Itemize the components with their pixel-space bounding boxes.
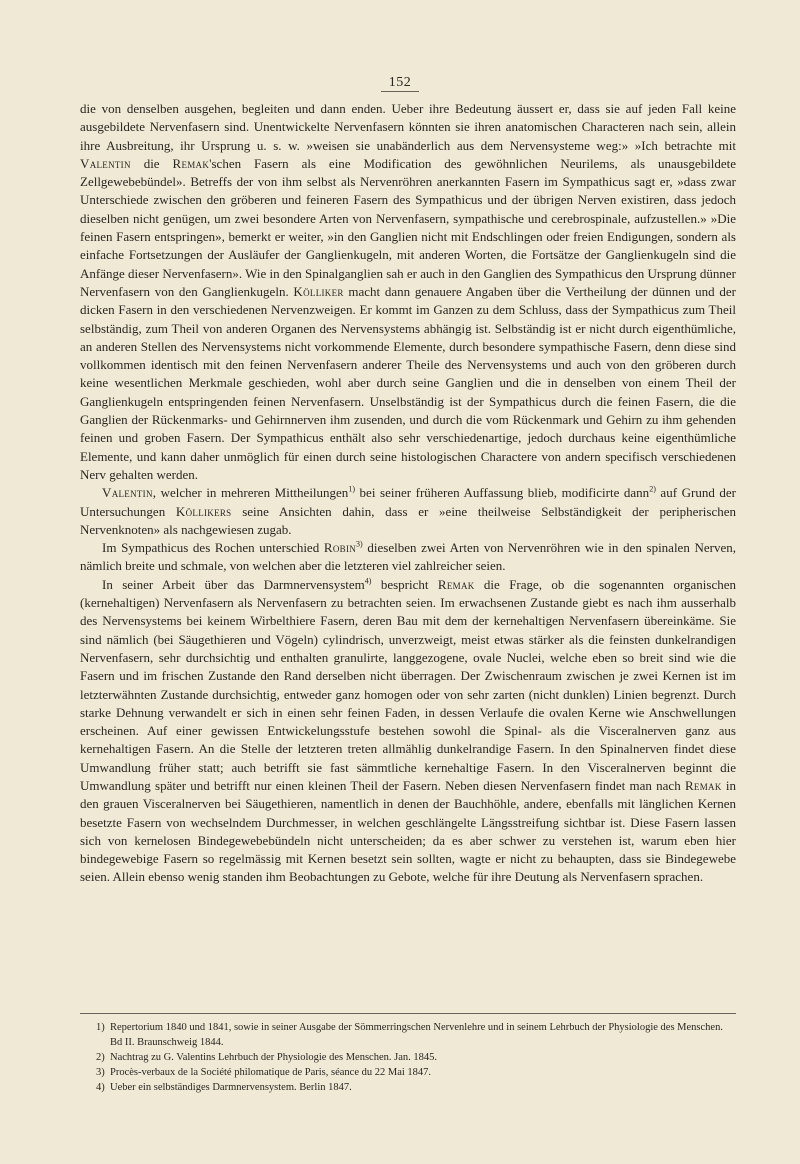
footnote-text: Procès-verbaux de la Société philomatique de Paris, séance du 22 Mai 1847. — [110, 1067, 432, 1078]
text-segment: die von denselben ausgehen, begleiten und dann enden. Ueber ihre Bedeutung äussert er, dass sie auf jeden Fall keine ausgebildete Nervenfasern sind. Unentwickelte Nervenfasern könnten sie ihren anatomischen Characteren nach sein, allein ihre Ausbreitung, ihr Ursprung u. s. w. »weisen sie unabänderlich aus dem Nervensysteme weg:» »Ich betrachte mit — [80, 101, 736, 153]
footnote-reference: 1) — [348, 484, 355, 494]
page-number: 152 — [0, 75, 800, 91]
text-segment: , welcher in mehreren Mittheilungen — [152, 485, 349, 501]
footnote — [96, 1050, 736, 1065]
author-name: Robin — [323, 540, 357, 556]
text-segment: Im Sympathicus des Rochen unterschied — [102, 540, 324, 556]
body-text — [80, 100, 736, 887]
footnote — [96, 1065, 736, 1080]
author-name: Köllikers — [175, 503, 232, 519]
paragraph — [80, 484, 736, 539]
text-segment: bespricht — [371, 576, 438, 592]
text-segment: in den grauen Visceralnerven bei Säugethieren, namentlich in denen der Bauchhöhle, andere, ebenfalls mit länglichen Kernen besetzte Fasern von wechselndem Durchmesser, in welchen geschlängelte Längsstreifung sichtbar ist. Diese Fasern lassen sich von kernelosen Bindegewebebündeln nicht unterscheiden; da es aber schwer zu verstehen ist, warum eben hier bindegewebige Fasern so regelmässig mit Kernen besetzt sein sollten, wagte er nicht zu behaupten, dass sie Bindegewebe seien. Allein ebenso wenig standen ihm Beobachtungen zu Gebote, welche für ihre Deutung als Nervenfasern sprachen. — [80, 777, 736, 885]
text-segment: seine Ansichten dahin, dass er »eine theilweise Selbständigkeit der peripherischen Nervenknoten» als nachgewiesen zugab. — [80, 503, 736, 537]
footnote-separator — [80, 1013, 736, 1014]
author-name: Valentin — [102, 485, 153, 501]
footnote-mark: 2) — [96, 1052, 105, 1063]
footnote-mark: 3) — [96, 1067, 105, 1078]
author-name: Remak — [684, 777, 722, 793]
text-segment: bei seiner früheren Auffassung blieb, modificirte dann — [354, 485, 650, 501]
text-segment: die — [130, 155, 173, 171]
text-segment: die Frage, ob die sogenannten organischen (kernehaltigen) Nervenfasern als Nervenfasern zu betrachten seien. Im erwachsenen Zustande giebt es nach ihm ausserhalb des Nervensystems bei keinem Wirbelthiere Fasern, deren Bau mit dem der kernehaltigen Nervenfasern übereinkäme. Sie sind nämlich (bei Säugethieren und Vögeln) cylindrisch, unverzweigt, meist etwas stärker als die feinsten dunkelrandigen Nervenfasern, sehr durchsichtig und enthalten granulirte, langgezogene, ovale Nuclei, welche eben so breit sind wie die Fasern und im frischen Zustande den Rand derselben nicht überragen. Der Zwischenraum zwischen je zwei Kernen ist im letzterwähnten Zustande durchsichtig, entweder ganz homogen oder von sehr zarten (nicht dunklen) Linien begrenzt. Durch starke Dehnung verwandelt er sich in einen sehr feinen Faden, in dessen Verlaufe die ovalen Kerne wie Anschwellungen erscheinen. Auf einer gewissen Entwickelungsstufe bestehen sowohl die Spinal- als die Visceralnerven ganz aus kernehaltigen Fasern. An die Stelle der letzteren treten allmählig dunkelrandige Fasern. In den Spinalnerven findet diese Umwandlung früher statt; auch betrifft sie fast sämmtliche kernehaltige Fasern. In den Visceralnerven beginnt die Umwandlung später und betrifft nur einen kleinen Theil der Fasern. Neben diesen Nervenfasern findet man nach — [80, 576, 737, 793]
footnote-text: Repertorium 1840 und 1841, sowie in seiner Ausgabe der Sömmerringschen Nervenlehre und in seinem Lehrbuch der Physiologie des Menschen. Bd II. Braunschweig 1844. — [110, 1022, 723, 1048]
paragraph — [80, 576, 736, 887]
footnote — [96, 1080, 736, 1095]
text-segment: dieselben zwei Arten von Nervenröhren wie in den spinalen Nerven, nämlich breite und schmale, von welchen aber die letzteren viel zahlreicher seien. — [80, 540, 736, 574]
footnote-mark: 4) — [96, 1082, 105, 1093]
footnote-mark: 1) — [96, 1022, 105, 1033]
text-segment: auf Grund der Untersuchungen — [80, 485, 736, 519]
footnote-reference: 4) — [364, 576, 372, 586]
text-segment: In seiner Arbeit über das Darmnervensystem — [102, 576, 365, 592]
footnotes — [96, 1020, 736, 1095]
footnote-reference: 2) — [649, 484, 656, 494]
paragraph — [80, 100, 736, 484]
paragraph — [80, 539, 736, 576]
footnote-reference: 3) — [356, 539, 363, 549]
author-name: Valentin — [80, 155, 131, 171]
text-segment: macht dann genauere Angaben über die Vertheilung der dünnen und der dicken Fasern in den verschiedenen Nervenzweigen. Er kommt im Ganzen zu dem Schluss, dass der Sympathicus zum Theil selbständig, zum Theil von anderen Organen des Nervensystems abhängig ist. Selbständig ist er nicht durch eigenthümliche, an anderen Stellen des Nervensystems nicht vorkommende Elemente, durch besondere sympathische Fasern, denn diese sind vollkommen identisch mit den feinen Nervenfasern anderer Theile des Nervensystems und auch von den gröberen durch keine wesentlichen Merkmale geschieden, wohl aber durch seine Ganglien und die in denselben von einem Theil der Ganglienkugeln entspringenden feinen Nervenfasern. Unselbständig ist der Sympathicus durch die feinen Fasern, die die Ganglien der Rückenmarks- und Gehirnnerven ihm zusenden, und durch die vom Rückenmark und Gehirn zu ihm gehenden feinen und groben Fasern. Der Sympathicus enthält also sehr verschiedenartige, jedoch durchaus keine eigenthümliche Elemente, und kann daher unmöglich für einen durch seine histologischen Charactere von andern specifisch verschiedenen Nerv gehalten werden. — [80, 283, 736, 482]
footnote-text: Ueber ein selbständiges Darmnervensystem. Berlin 1847. — [110, 1082, 352, 1093]
author-name: Remak — [437, 576, 475, 592]
footnote-text: Nachtrag zu G. Valentins Lehrbuch der Physiologie des Menschen. Jan. 1845. — [110, 1052, 437, 1063]
author-name: Kölliker — [293, 283, 344, 299]
author-name: Remak — [172, 155, 210, 171]
footnote — [96, 1020, 736, 1050]
text-segment: 'schen Fasern als eine Modification des gewöhnlichen Neurilems, als unausgebildete Zellgewebebündel». Betreffs der von ihm selbst als Nervenröhren anerkannten Fasern im Sympathicus sagt er, »dass zwar Unterschiede zwischen den gröberen und feineren Fasern des Sympathicus und der übrigen Nerven existiren, dass jedoch dieselben nicht genügen, um zwei besondere Arten von Nervenfasern, sympathische und cerebrospinale, aufzustellen.» »Die feinen Fasern entspringen», bemerkt er weiter, »in den Ganglien nicht mit Endschlingen oder freien Endigungen, sondern als einfache Fortsetzungen der Ausläufer der Ganglienkugeln, mit anderen Worten, die Fortsätze der Ganglienkugeln sind die Anfänge dieser Nervenfasern». Wie in den Spinalganglien sah er auch in den Ganglien des Sympathicus den Ursprung dünner Nervenfasern von den Ganglienkugeln. — [80, 155, 736, 299]
